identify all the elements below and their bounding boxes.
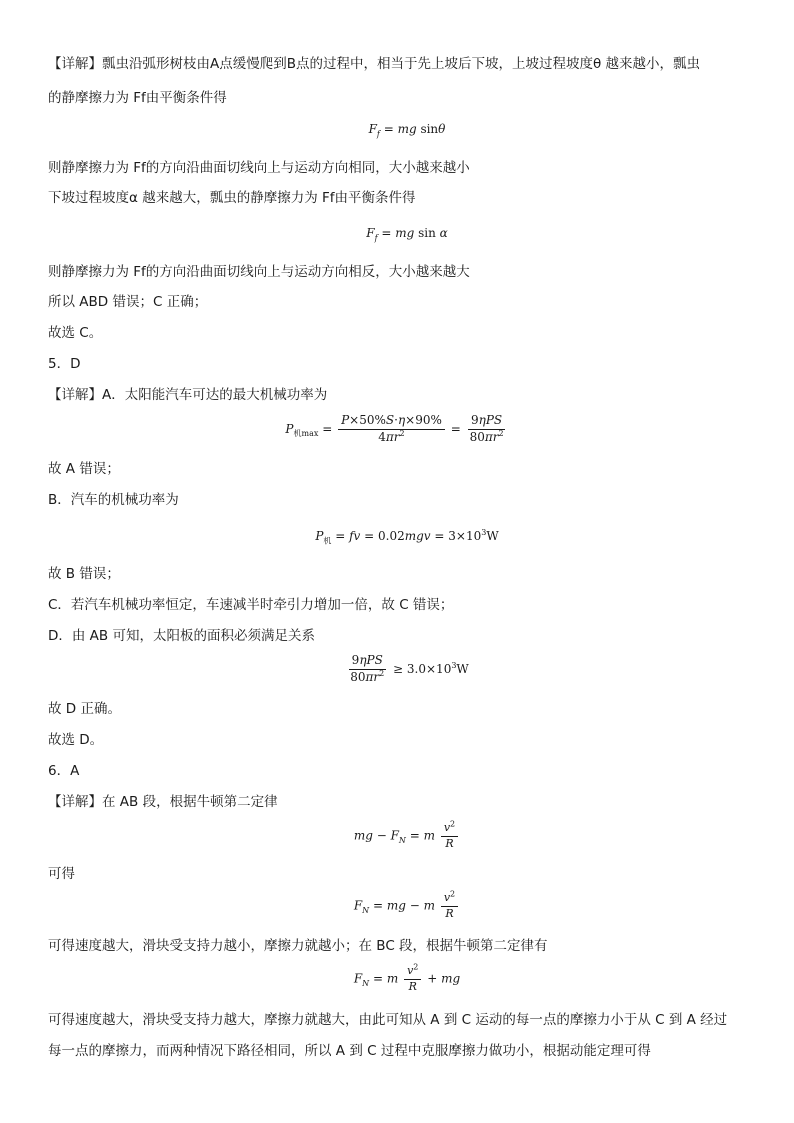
equation-friction-theta: $F_f$ = mg sinθ — [368, 122, 446, 139]
text-line: 可得速度越大，滑块受支持力越大，摩擦力就越大，由此可知从 A 到 C 运动的每一点的摩擦力小于从 C 到 A 经过 — [48, 1012, 728, 1028]
text-line: 故 B 错误； — [48, 566, 120, 582]
text-line: 每一点的摩擦力，而两种情况下路径相同，所以 A 到 C 过程中克服摩擦力做功小，根据动能定理可得 — [48, 1043, 651, 1059]
text-line: B．汽车的机械功率为 — [48, 492, 179, 508]
equation-newton-ab: mg − $F_N = m$ $\frac{v^2}{R}$ — [0, 822, 794, 850]
text-line: 所以 ABD 错误；C 正确； — [48, 294, 208, 310]
equation-normal-bc: $F_N = m$ $\frac{v^2}{R}$ + mg — [353, 962, 461, 993]
equation-normal-ab: $F_N$ = mg − m $\frac{v^2}{R}$ — [0, 892, 794, 920]
text-line: 故 A 错误； — [48, 461, 120, 477]
text-line: 故选 D。 — [48, 732, 104, 748]
text-line: 故 D 正确。 — [48, 701, 121, 717]
text-line: 故选 C。 — [48, 325, 103, 341]
text-line: 【详解】在 AB 段，根据牛顿第二定律 — [48, 794, 278, 810]
equation-area-condition: $\frac{\text{9ηPS}}{80\pi r^2}$ ≥ $3.0\times 10^3W$ — [350, 653, 469, 684]
text-line: 可得速度越大，滑块受支持力越小，摩擦力就越小；在 BC 段，根据牛顿第二定律有 — [48, 938, 548, 954]
question-number: 5．D — [48, 356, 81, 372]
text-line: D．由 AB 可知，太阳板的面积必须满足关系 — [48, 628, 315, 644]
text-line: 则静摩擦力为 Ff的方向沿曲面切线向上与运动方向相反，大小越来越大 — [48, 264, 470, 280]
text-line: 可得 — [48, 866, 75, 882]
equation-max-power: $P_{机max}$ = $\frac{P\times 50\%S\cdot\eta\times 90\%}{4\pi r^2}$ = $\frac{\text{9ηPS}}{80\pi r^2}$ — [285, 413, 504, 444]
question-number: 6．A — [48, 763, 80, 779]
text-line: 则静摩擦力为 Ff的方向沿曲面切线向上与运动方向相同，大小越来越小 — [48, 160, 470, 176]
equation-friction-alpha: $F_f$ = mg sin α — [366, 226, 448, 243]
text-line: C．若汽车机械功率恒定，车速减半时牵引力增加一倍，故 C 错误； — [48, 597, 454, 613]
text-line: 【详解】A．太阳能汽车可达的最大机械功率为 — [48, 387, 328, 403]
text-line: 【详解】瓢虫沿弧形树枝由A点缓慢爬到B点的过程中，相当于先上坡后下坡，上坡过程坡度θ 越来越小，瓢虫 — [48, 56, 701, 72]
text-line: 下坡过程坡度α 越来越大，瓢虫的静摩擦力为 Ff由平衡条件得 — [48, 190, 416, 206]
text-line: 的静摩擦力为 Ff由平衡条件得 — [48, 90, 227, 106]
equation-mech-power: $P_机$ = fv = $0.02mgv = 3\times 10^3W$ — [315, 528, 499, 546]
